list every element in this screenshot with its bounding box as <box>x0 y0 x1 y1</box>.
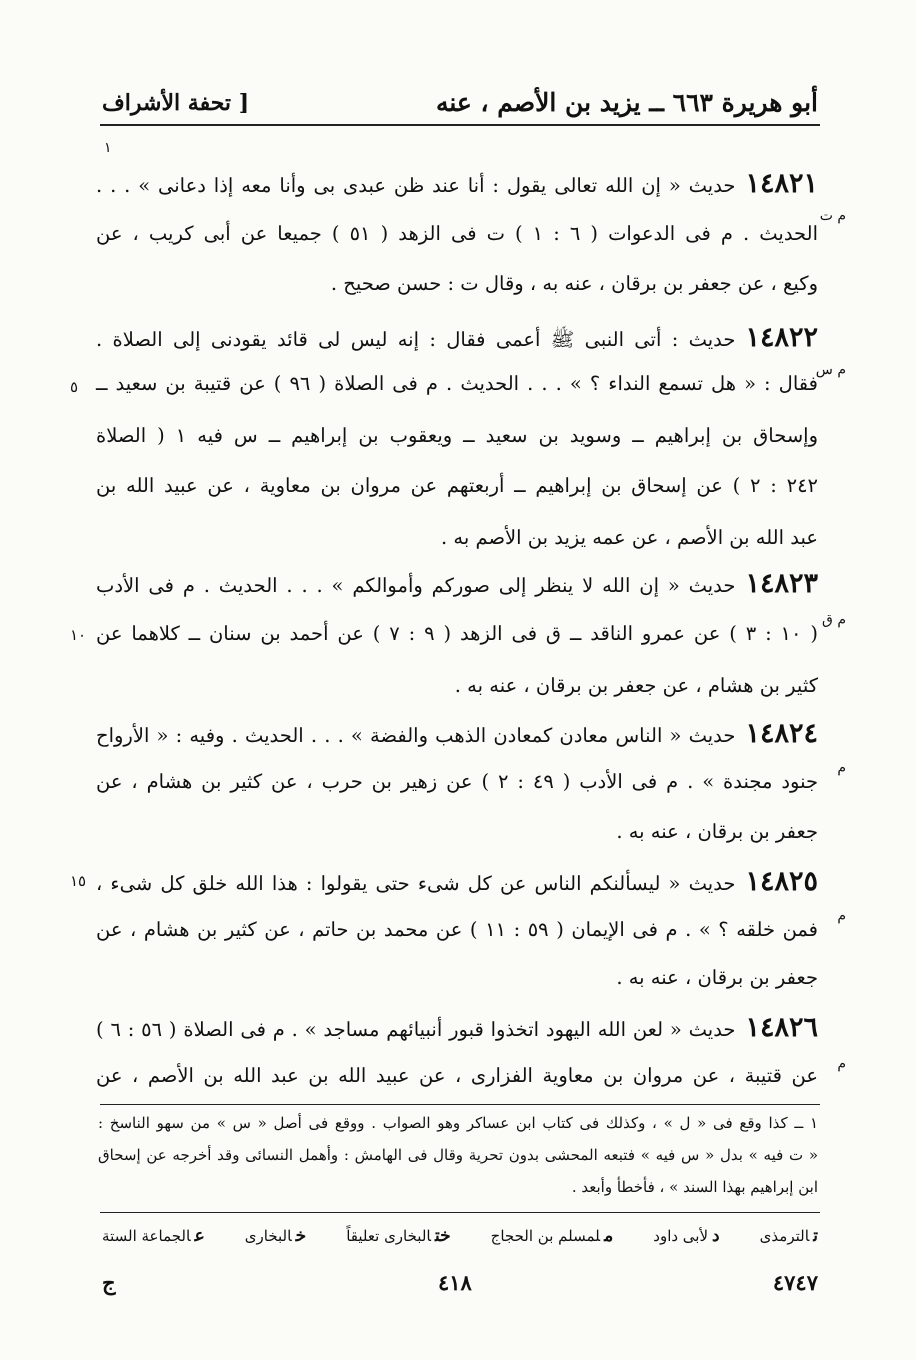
hadith-line: كثير بن هشام ، عن جعفر بن برقان ، عنه به . <box>454 674 818 697</box>
header-rule <box>100 124 820 126</box>
hadith-sigla: م <box>837 760 846 776</box>
hadith-line: ١٤٨٢٤حديث « الناس معادن كمعادن الذهب والفضة » . . . الحديث . وفيه : « الأرواح <box>96 718 818 749</box>
footer-hadith-count: ٤٧٤٧ <box>772 1270 818 1295</box>
margin-line-number: ١٥ <box>70 872 87 890</box>
legend-rule <box>100 1212 820 1213</box>
hadith-number: ١٤٨٢١ <box>745 168 818 199</box>
volume-mark: ج <box>102 1270 116 1295</box>
hadith-sigla: م ق <box>822 612 846 628</box>
hadith-number: ١٤٨٢٦ <box>745 1012 818 1043</box>
hadith-sigla: م س <box>815 362 846 378</box>
hadith-line: فمن خلقه ؟ » . م فى الإيمان ( ٥٩ : ١١ ) عن محمد بن حاتم ، عن كثير بن هشام ، عن <box>96 918 819 941</box>
legend-item: ملمسلم بن الحجاج <box>490 1226 614 1246</box>
hadith-line: الحديث . م فى الدعوات ( ٦ : ١ ) ت فى الزهد ( ٥١ ) جميعا عن أبى كريب ، عن <box>96 222 818 245</box>
footnote-line: ١ ــ كذا وقع فى « ل » ، وكذلك فى كتاب ابن عساكر وهو الصواب . ووقع فى أصل « س » من سهو الناسخ : <box>98 1114 818 1132</box>
running-header-title: أبو هريرة ٦٦٣ ــ يزيد بن الأصم ، عنه <box>435 88 818 117</box>
legend-item: خالبخارى <box>244 1226 307 1246</box>
top-footnote-mark: ١ <box>104 140 112 156</box>
legend-item: دلأبى داود <box>653 1226 720 1246</box>
hadith-number: ١٤٨٢٢ <box>745 322 818 353</box>
margin-line-number: ١٠ <box>70 626 87 644</box>
legend-item: عالجماعة الستة <box>102 1226 205 1246</box>
hadith-line: جنود مجندة » . م فى الأدب ( ٤٩ : ٢ ) عن زهير بن حرب ، عن كثير بن هشام ، عن <box>96 770 819 793</box>
hadith-line: ١٤٨٢٣حديث « إن الله لا ينظر إلى صوركم وأموالكم » . . . الحديث . م فى الأدب <box>96 568 818 599</box>
hadith-line: ١٤٨٢٢حديث : أتى النبى ﷺ أعمى فقال : إنه ليس لى قائد يقودنى إلى الصلاة . <box>96 322 818 353</box>
hadith-line: ( ١٠ : ٣ ) عن عمرو الناقد ــ ق فى الزهد ( ٩ : ٧ ) عن أحمد بن سنان ــ كلاهما عن <box>96 622 818 645</box>
legend-item: تالترمذى <box>759 1226 818 1246</box>
running-header-book: [ تحفة الأشراف <box>102 90 250 116</box>
abbreviation-legend <box>102 1226 818 1246</box>
hadith-line: ١٤٨٢٥حديث « ليسألنكم الناس عن كل شىء حتى يقولوا : هذا الله خلق كل شىء ، <box>96 866 818 897</box>
page-number: ٤١٨ <box>438 1270 472 1295</box>
hadith-line: وكيع ، عن جعفر بن برقان ، عنه به ، وقال ت : حسن صحيح . <box>330 272 818 295</box>
hadith-number: ١٤٨٢٣ <box>745 568 818 599</box>
footnote-rule <box>100 1104 820 1105</box>
hadith-line: ١٤٨٢١حديث « إن الله تعالى يقول : أنا عند ظن عبدى بى وأنا معه إذا دعانى » . . . <box>96 168 818 199</box>
hadith-sigla: م ت <box>819 208 846 224</box>
hadith-number: ١٤٨٢٥ <box>745 866 818 897</box>
margin-line-number: ٥ <box>70 378 79 396</box>
hadith-line: جعفر بن برقان ، عنه به . <box>616 966 818 989</box>
hadith-line: جعفر بن برقان ، عنه به . <box>616 820 818 843</box>
hadith-line: عن قتيبة ، عن مروان بن معاوية الفزارى ، عن عبيد الله بن عبد الله بن الأصم ، عن <box>96 1064 818 1087</box>
hadith-line: ١٤٨٢٦حديث « لعن الله اليهود اتخذوا قبور أنبيائهم مساجد » . م فى الصلاة ( ٥٦ : ٦ ) <box>96 1012 818 1043</box>
legend-item: ختالبخارى تعليقاً <box>346 1226 451 1246</box>
hadith-line: وإسحاق بن إبراهيم ــ وسويد بن سعيد ــ ويعقوب بن إبراهيم ــ س فيه ١ ( الصلاة <box>96 424 818 447</box>
hadith-line: عبد الله بن الأصم ، عن عمه يزيد بن الأصم به . <box>441 526 818 549</box>
footnote-line: ابن إبراهيم بهذا السند » ، فأخطأ وأبعد . <box>571 1178 818 1196</box>
hadith-sigla: م <box>837 1056 846 1072</box>
hadith-sigla: م <box>837 908 846 924</box>
footnote-line: « ت فيه » بدل « س فيه » فتبعه المحشى بدون تحرية وقال فى الهامش : وأهمل النسائى وقد أخرجه عن إسحاق <box>98 1146 818 1164</box>
hadith-number: ١٤٨٢٤ <box>745 718 818 749</box>
hadith-line: فقال : « هل تسمع النداء ؟ » . . . الحديث . م فى الصلاة ( ٩٦ ) عن قتيبة بن سعيد ــ <box>96 372 818 395</box>
hadith-line: ٢٤٢ : ٢ ) عن إسحاق بن إبراهيم ــ أربعتهم عن مروان بن معاوية ، عن عبيد الله بن <box>96 474 819 497</box>
